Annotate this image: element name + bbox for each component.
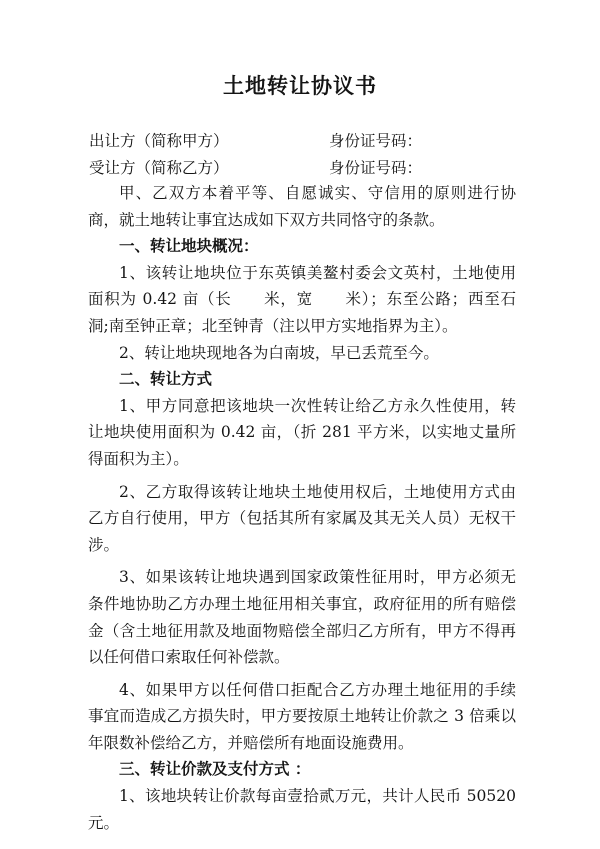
section1-item1: 1、该转让地块位于东英镇美鳌村委会文英村，土地使用面积为 0.42 亩（长 米，宽 米）；东至公路；西至石洞;南至钟正章；北至钟青（注以甲方实地指界为主）。 [88, 263, 516, 335]
section3-item1: 1、该地块转让价款每亩壹拾贰万元，共计人民币 50520 元。 [88, 787, 516, 832]
preamble: 甲、乙双方本着平等、自愿诚实、守信用的原则进行协商，就土地转让事宜达成如下双方共同恪守的条款。 [88, 184, 516, 229]
document-title: 土地转让协议书 [223, 73, 377, 98]
document-body [88, 180, 516, 836]
transferee-id-label: 身份证号码： [329, 159, 423, 177]
section1-item2: 2、转让地块现地各为白南坡，早已丢荒至今。 [119, 343, 439, 362]
transferor-row [89, 129, 423, 151]
section2-item2: 2、乙方取得该转让地块土地使用权后，土地使用方式由乙方自行使用，甲方（包括其所有家属及其无关人员）无权干涉。 [88, 482, 516, 554]
section2-heading: 二、转让方式 [119, 369, 213, 389]
transferor-id-label: 身份证号码： [329, 132, 423, 150]
section2-item4: 4、如果甲方以任何借口拒配合乙方办理土地征用的手续事宜而造成乙方损失时，甲方要按原土地转让价款之 3 倍乘以年限数补偿给乙方，并赔偿所有地面设施费用。 [88, 680, 516, 752]
section2-item1: 1、甲方同意把该地块一次性转让给乙方永久性使用，转让地块使用面积为 0.42 亩，（折 281 平方米，以实地丈量所得面积为主）。 [88, 396, 516, 468]
transferor-label: 出让方（简称甲方） [89, 132, 229, 150]
transferee-row [89, 156, 423, 178]
section3-heading: 三、转让价款及支付方式 ： [119, 759, 311, 779]
section1-heading: 一、转让地块概况： [119, 236, 259, 256]
transferee-label: 受让方（简称乙方） [89, 159, 229, 177]
section2-item3: 3、如果该转让地块遇到国家政策性征用时，甲方必须无条件地协助乙方办理土地征用相关事宜，政府征用的所有赔偿金（含土地征用款及地面物赔偿全部归乙方所有，甲方不得再以任何借口索取任何补偿款。 [88, 568, 516, 667]
